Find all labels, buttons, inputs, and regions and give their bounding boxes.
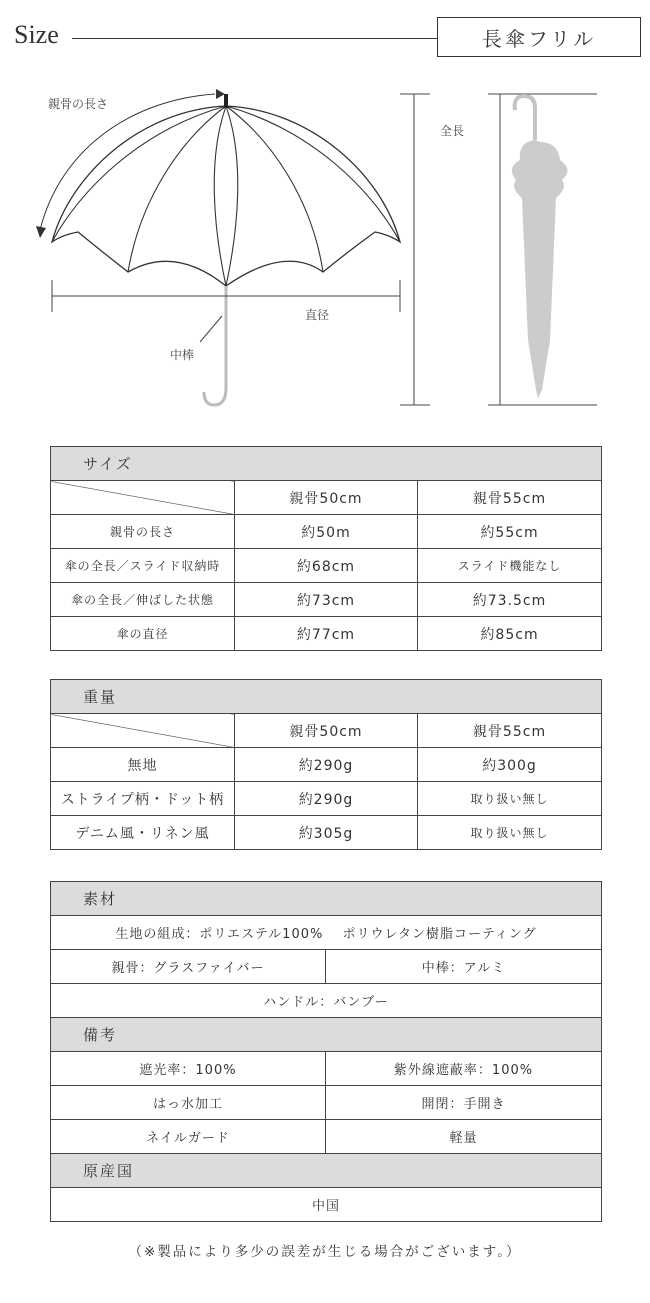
remark-item: 開閉：手開き (326, 1086, 602, 1120)
rib-material: 親骨：グラスファイバー (51, 950, 326, 984)
arrow-head-down (36, 226, 46, 238)
table-row (51, 583, 602, 617)
cell-value: 約73cm (235, 583, 418, 617)
total-length-label: 全長 (440, 124, 465, 138)
shaft-material: 中棒：アルミ (326, 950, 602, 984)
diagonal-header-cell (51, 481, 235, 515)
handle-curve (204, 370, 226, 405)
diameter-label: 直径 (305, 308, 330, 322)
row-label: デニム風・リネン風 (51, 816, 235, 850)
rib-length-label: 親骨の長さ (48, 97, 109, 111)
table-row (51, 782, 602, 816)
umbrella-tip (224, 94, 228, 108)
cell-value: 約50m (235, 515, 418, 549)
column-header: 親骨50cm (235, 481, 418, 515)
size-section-title: サイズ (51, 447, 602, 481)
closed-umbrella-handle (515, 96, 535, 140)
table-row (51, 748, 602, 782)
column-header: 親骨55cm (418, 481, 602, 515)
weight-table (50, 679, 602, 850)
remark-item: 軽量 (326, 1120, 602, 1154)
shaft-label: 中棒 (170, 348, 195, 362)
cell-value: 約85cm (418, 617, 602, 651)
row-label: 傘の全長／スライド収納時 (51, 549, 235, 583)
remark-item: ネイルガード (51, 1120, 326, 1154)
material-table (50, 881, 602, 1222)
column-header: 親骨50cm (235, 714, 418, 748)
remark-item: 遮光率：100% (51, 1052, 326, 1086)
product-name-box: 長傘フリル (437, 17, 641, 57)
cell-value: 約68cm (235, 549, 418, 583)
handle-material: ハンドル：バンブー (51, 984, 602, 1018)
cell-value: スライド機能なし (418, 549, 602, 583)
origin-value: 中国 (51, 1188, 602, 1222)
cell-value: 約305g (235, 816, 418, 850)
diagonal-header-cell (51, 714, 235, 748)
arrow-head-right (216, 89, 225, 99)
cell-value: 約55cm (418, 515, 602, 549)
table-row (51, 617, 602, 651)
table-row (51, 549, 602, 583)
cell-value: 約73.5cm (418, 583, 602, 617)
shaft-pointer (200, 316, 222, 342)
closed-umbrella-body (512, 140, 568, 398)
row-label: ストライプ柄・ドット柄 (51, 782, 235, 816)
cell-value: 約300g (418, 748, 602, 782)
fabric-composition: 生地の組成：ポリエステル100% ポリウレタン樹脂コーティング (51, 916, 602, 950)
row-label: 傘の直径 (51, 617, 235, 651)
cell-value: 約77cm (235, 617, 418, 651)
size-table (50, 446, 602, 651)
cell-value: 約290g (235, 782, 418, 816)
remarks-section-title: 備考 (51, 1018, 602, 1052)
column-header: 親骨55cm (418, 714, 602, 748)
material-section-title: 素材 (51, 882, 602, 916)
table-row (51, 816, 602, 850)
header-divider (72, 38, 438, 39)
disclaimer-note: （※製品により多少の誤差が生じる場合がございます。） (128, 1244, 522, 1260)
cell-value: 約290g (235, 748, 418, 782)
cell-value: 取り扱い無し (418, 782, 602, 816)
row-label: 無地 (51, 748, 235, 782)
umbrella-diagram (0, 80, 650, 420)
row-label: 傘の全長／伸ばした状態 (51, 583, 235, 617)
cell-value: 取り扱い無し (418, 816, 602, 850)
size-heading: Size (14, 20, 59, 49)
remark-item: 紫外線遮蔽率：100% (326, 1052, 602, 1086)
row-label: 親骨の長さ (51, 515, 235, 549)
remark-item: はっ水加工 (51, 1086, 326, 1120)
origin-section-title: 原産国 (51, 1154, 602, 1188)
table-row (51, 515, 602, 549)
weight-section-title: 重量 (51, 680, 602, 714)
